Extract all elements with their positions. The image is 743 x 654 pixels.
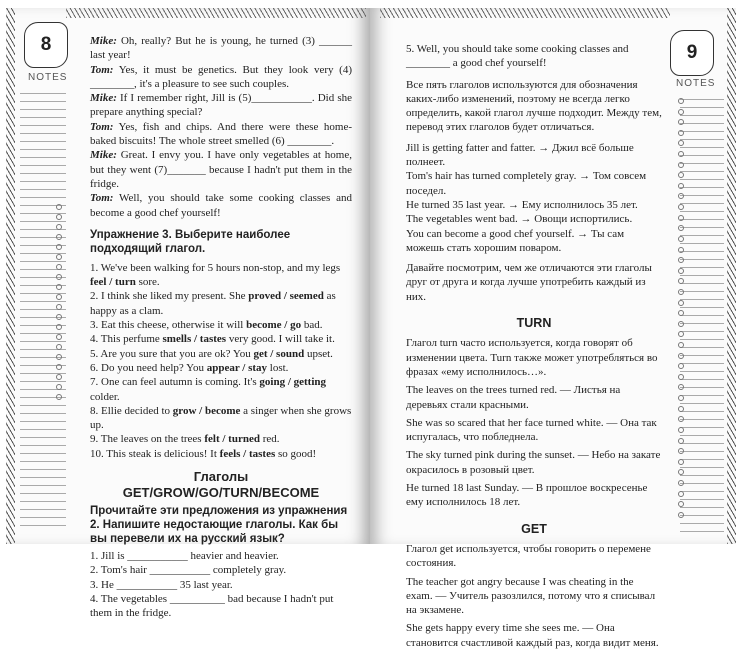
example: The leaves on the trees turned red. — Листья на деревьях стали красными. bbox=[406, 384, 621, 411]
speaker: Mike: bbox=[90, 35, 117, 47]
dialogue-line bbox=[90, 148, 352, 191]
get-heading: GET bbox=[521, 521, 547, 536]
line-text: Great. I envy you. I have only vegetables at home, but they went (7)_______ because I hadn't put them in the fridge. bbox=[90, 149, 352, 190]
list-item: 2. Tom's hair ___________ completely gray. bbox=[90, 564, 287, 577]
example: She was so scared that her face turned white. — Она так испугалась, что побледнела. bbox=[406, 416, 657, 444]
list-item: He turned 35 last year. → Ему исполнилось 35 лет. bbox=[406, 198, 638, 211]
arrow-icon: → bbox=[538, 141, 550, 154]
arrow-icon: → bbox=[520, 213, 532, 226]
exercise-item-5: 5. Well, you should take some cooking classes and ________ a good chef yourself! bbox=[406, 43, 629, 70]
right-page bbox=[370, 8, 736, 649]
turn-intro: Глагол turn часто используется, когда говорят об изменении цвета. Turn также может употребляться во фразах «ему исполнилось…». bbox=[406, 337, 658, 378]
dialogue-line bbox=[90, 91, 352, 120]
notes-label: NOTES bbox=[28, 72, 68, 83]
speaker: Mike: bbox=[90, 149, 117, 162]
list-item: 5. Are you sure that you are ok? You get / sound upset. bbox=[90, 347, 333, 360]
example: The teacher got angry because I was cheating in the exam. — Учитель разозлился, потому что я списывал на экзамене. bbox=[406, 575, 656, 617]
line-text: If I remember right, Jill is (5)___________. Did she prepare anything special? bbox=[90, 92, 352, 119]
example: The sky turned pink during the sunset. — Небо на закате окрасилось в розовый цвет. bbox=[406, 449, 661, 476]
page-number: 9 bbox=[686, 42, 698, 63]
line-text: Yes, fish and chips. And there were these home-baked biscuits! The whole street smelled (6) ________. bbox=[90, 120, 352, 148]
translation-list bbox=[406, 141, 662, 255]
line-text: Yes, it must be genetics. But they look very (4) ________, it's a pleasure to see such couples. bbox=[90, 63, 352, 90]
exercise-3-title: Упражнение 3. Выберите наиболее подходящий глагол. bbox=[90, 228, 291, 255]
dialogue bbox=[90, 34, 352, 220]
transition-paragraph: Давайте посмотрим, чем же отличаются эти глаголы друг от друга и когда лучше употребить каждый из них. bbox=[406, 262, 652, 303]
arrow-icon: → bbox=[577, 227, 589, 240]
page-number: 8 bbox=[40, 34, 52, 55]
notes-label: NOTES bbox=[676, 78, 716, 89]
turn-heading: TURN bbox=[516, 316, 552, 331]
speaker: Tom: bbox=[90, 192, 114, 205]
page-number-box bbox=[670, 30, 714, 76]
exercise-3-list bbox=[90, 261, 352, 461]
exercise-prompt: Прочитайте эти предложения из упражнения 2. Напишите недостающие глаголы. Как бы вы перевели их на русский язык? bbox=[90, 505, 348, 546]
list-item: Tom's hair has turned completely gray. → Том совсем поседел. bbox=[406, 170, 647, 197]
section-subtitle: GET/GROW/GO/TURN/BECOME bbox=[122, 485, 320, 501]
get-intro: Глагол get используется, чтобы говорить о перемене состояния. bbox=[406, 542, 651, 570]
line-text: Oh, really? But he is young, he turned (3) ______ last year! bbox=[90, 35, 352, 62]
fill-in-list bbox=[90, 549, 352, 620]
example: She gets happy every time she sees me. — Она становится счастливой каждый раз, когда видит меня. bbox=[406, 622, 659, 649]
list-item: 6. Do you need help? You appear / stay lost. bbox=[90, 361, 289, 374]
example: He turned 18 last Sunday. — В прошлое воскресенье ему исполнилось 18 лет. bbox=[406, 482, 648, 509]
list-item: 8. Ellie decided to grow / become a singer when she grows up. bbox=[90, 404, 352, 432]
list-item: You can become a good chef yourself. → Ты сам можешь стать хорошим поваром. bbox=[406, 227, 625, 254]
list-item: Jill is getting fatter and fatter. → Джил всё больше полнеет. bbox=[406, 141, 634, 169]
intro-paragraph: Все пять глаголов используются для обозначения каких-либо изменений, поэтому не всегда легко определить, какой глагол лучше подходит. Между тем, перевод этих глаголов будет отличаться. bbox=[406, 78, 662, 134]
list-item: 3. Eat this cheese, otherwise it will become / go bad. bbox=[90, 319, 323, 332]
page-edge-hatching bbox=[6, 8, 15, 544]
dialogue-line bbox=[90, 191, 352, 220]
header-hatching bbox=[380, 8, 670, 18]
ring-binder-dots bbox=[56, 204, 62, 400]
speaker: Mike: bbox=[90, 92, 117, 105]
dialogue-line bbox=[90, 63, 352, 92]
left-page-content bbox=[90, 34, 352, 621]
left-page bbox=[6, 8, 370, 620]
page-number-box bbox=[24, 22, 68, 68]
list-item: The vegetables went bad. → Овощи испортились. bbox=[406, 213, 633, 226]
page-edge-hatching bbox=[727, 8, 736, 544]
arrow-icon: → bbox=[579, 170, 591, 183]
list-item: 9. The leaves on the trees felt / turned red. bbox=[90, 433, 280, 446]
section-title: Глаголы bbox=[193, 469, 249, 485]
list-item: 3. He ___________ 35 last year. bbox=[90, 578, 233, 591]
right-page-content bbox=[406, 42, 662, 654]
list-item: 1. Jill is ___________ heavier and heavier. bbox=[90, 550, 279, 563]
speaker: Tom: bbox=[90, 120, 114, 133]
line-text: Well, you should take some cooking classes and become a good chef yourself! bbox=[90, 192, 352, 219]
arrow-icon: → bbox=[508, 198, 520, 211]
list-item: 10. This steak is delicious! It feels / tastes so good! bbox=[90, 447, 317, 460]
header-hatching bbox=[66, 8, 366, 18]
list-item: 4. The vegetables __________ bad because I hadn't put them in the fridge. bbox=[90, 592, 334, 620]
list-item: 4. This perfume smells / tastes very good. I will take it. bbox=[90, 333, 335, 346]
dialogue-line bbox=[90, 120, 352, 149]
list-item: 7. One can feel autumn is coming. It's going / getting colder. bbox=[90, 376, 327, 403]
notes-lines bbox=[680, 92, 724, 532]
dialogue-line bbox=[90, 34, 352, 63]
list-item: 2. I think she liked my present. She proved / seemed as happy as a clam. bbox=[90, 290, 336, 317]
list-item: 1. We've been walking for 5 hours non-stop, and my legs feel / turn sore. bbox=[90, 261, 341, 289]
speaker: Tom: bbox=[90, 63, 114, 76]
ring-binder-dots bbox=[678, 98, 684, 518]
